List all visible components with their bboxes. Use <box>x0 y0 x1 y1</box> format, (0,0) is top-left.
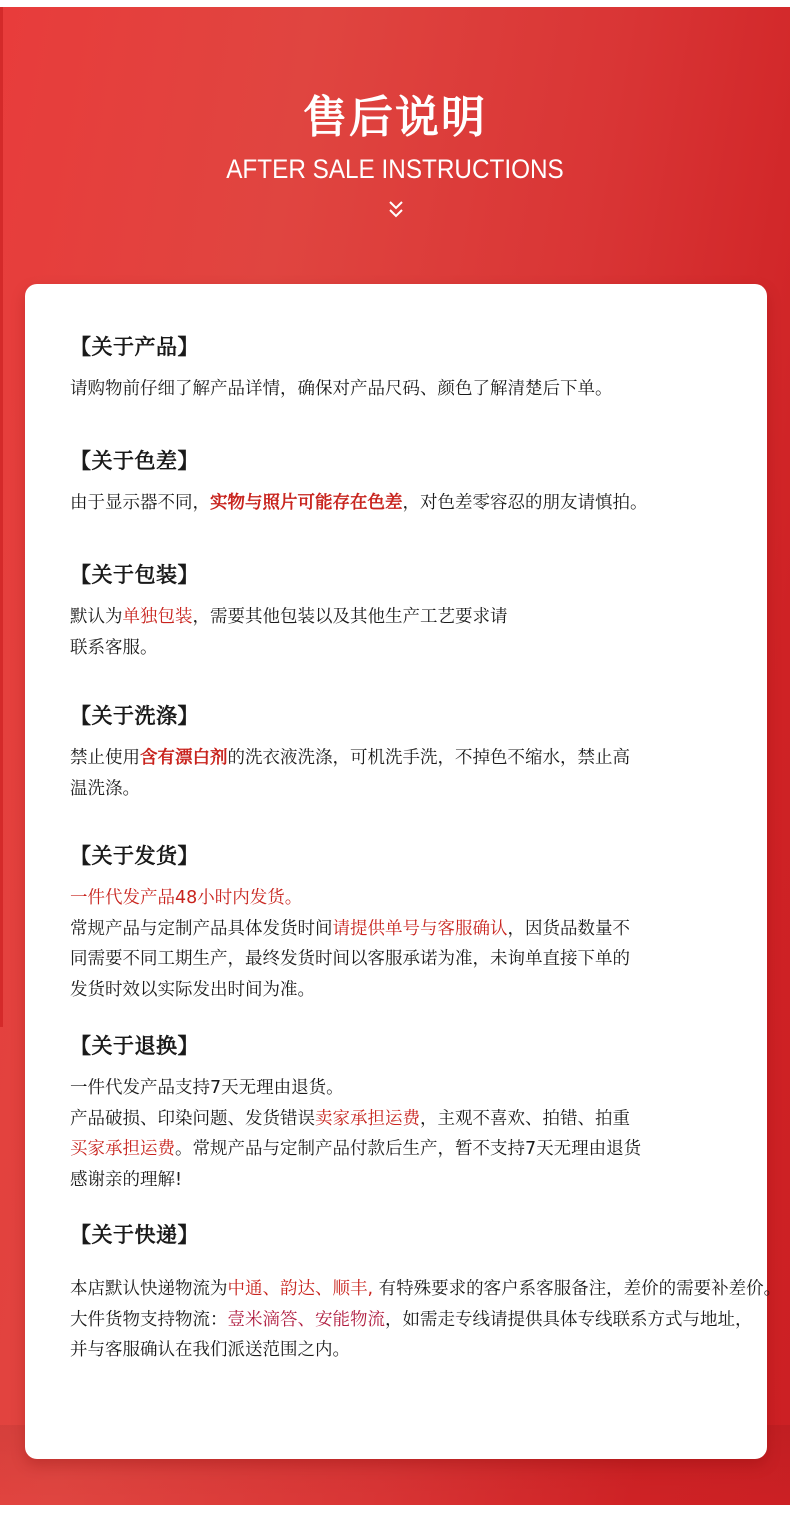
body-line <box>70 1104 760 1135</box>
text-run: 产品破损、印染问题、发货错误 <box>70 1108 315 1129</box>
body-line <box>70 883 760 914</box>
content-card <box>25 284 782 1459</box>
section-washing <box>70 701 760 804</box>
text-run: 请购物前仔细了解产品详情，确保对产品尺码、颜色了解清楚后下单。 <box>70 379 613 399</box>
body-line <box>70 1274 782 1305</box>
highlight-text: 一件代发产品48小时内发货。 <box>70 888 303 908</box>
highlight-text: 中通、韵达、顺丰, <box>227 1279 374 1299</box>
text-run: 的洗衣液洗涤，可机洗手洗，不掉色不缩水，禁止高 <box>227 748 630 768</box>
text-run: 感谢亲的理解! <box>70 1169 183 1190</box>
section-product <box>70 332 760 405</box>
section-title: 【关于洗涤】 <box>70 704 199 728</box>
text-run: 。常规产品与定制产品付款后生产，暂不支持7天无理由退货 <box>175 1139 642 1159</box>
body-line <box>70 602 760 633</box>
body-line <box>70 914 760 945</box>
section-title: 【关于退换】 <box>70 1034 199 1058</box>
double-chevron-down-icon <box>388 200 404 220</box>
section-body <box>70 1274 782 1366</box>
body-line <box>70 1073 760 1104</box>
highlight-text: 壹米滴答、安能物流 <box>227 1309 385 1330</box>
text-run: 有特殊要求的客户系客服备注，差价的需要补差价。 <box>373 1279 782 1299</box>
section-shipping <box>70 841 760 1005</box>
body-line <box>70 944 760 975</box>
text-run: 禁止使用 <box>70 748 140 768</box>
body-line <box>70 1134 760 1165</box>
page-title: 售后说明 <box>303 92 487 143</box>
body-line <box>70 633 760 664</box>
highlight-text: 买家承担运费 <box>70 1139 175 1159</box>
section-packaging <box>70 560 760 663</box>
section-title: 【关于产品】 <box>70 335 199 359</box>
text-run: 常规产品与定制产品具体发货时间 <box>70 918 333 939</box>
body-line <box>70 1165 760 1196</box>
section-title: 【关于色差】 <box>70 449 199 473</box>
text-run: 联系客服。 <box>70 637 158 658</box>
section-returns <box>70 1031 760 1195</box>
section-body <box>70 602 760 663</box>
section-body <box>70 743 760 804</box>
highlight-text: 请提供单号与客服确认 <box>332 918 508 939</box>
body-line <box>70 774 760 805</box>
section-color-difference <box>70 446 760 519</box>
text-run: ，对色差零容忍的朋友请慎拍。 <box>402 493 648 513</box>
text-run: 本店默认快递物流为 <box>70 1279 228 1299</box>
body-line <box>70 743 760 774</box>
section-courier <box>70 1220 782 1366</box>
text-run: ，因货品数量不 <box>507 918 630 939</box>
section-body <box>70 488 760 519</box>
section-body <box>70 1073 760 1195</box>
highlight-text: 卖家承担运费 <box>315 1108 420 1129</box>
text-run: ，如需走专线请提供具体专线联系方式与地址， <box>385 1309 753 1330</box>
section-body <box>70 374 760 405</box>
text-run: ，主观不喜欢、拍错、拍重 <box>420 1108 630 1129</box>
section-title: 【关于发货】 <box>70 844 199 868</box>
text-run: 大件货物支持物流： <box>70 1309 228 1330</box>
left-edge-strip <box>0 7 3 1027</box>
section-title: 【关于快递】 <box>70 1223 199 1247</box>
text-run: 默认为 <box>70 607 123 627</box>
body-line <box>70 975 760 1006</box>
text-run: ，需要其他包装以及其他生产工艺要求请 <box>192 607 508 627</box>
highlight-text: 单独包装 <box>122 607 193 627</box>
page-subtitle: AFTER SALE INSTRUCTIONS <box>226 154 564 184</box>
text-run: 由于显示器不同， <box>70 493 210 513</box>
body-line <box>70 374 760 405</box>
text-run: 温洗涤。 <box>70 778 140 799</box>
section-body <box>70 883 760 1005</box>
text-run: 并与客服确认在我们派送范围之内。 <box>70 1340 350 1360</box>
body-line <box>70 1335 760 1366</box>
highlight-text: 含有漂白剂 <box>140 748 228 768</box>
text-run: 发货时效以实际发出时间为准。 <box>70 979 315 1000</box>
section-title: 【关于包装】 <box>70 563 199 587</box>
body-line <box>70 488 760 519</box>
text-run: 同需要不同工期生产，最终发货时间以客服承诺为准，未询单直接下单的 <box>70 949 630 969</box>
body-line <box>70 1305 760 1336</box>
text-run: 一件代发产品支持7天无理由退货。 <box>70 1078 344 1098</box>
highlight-text: 实物与照片可能存在色差 <box>210 493 403 513</box>
